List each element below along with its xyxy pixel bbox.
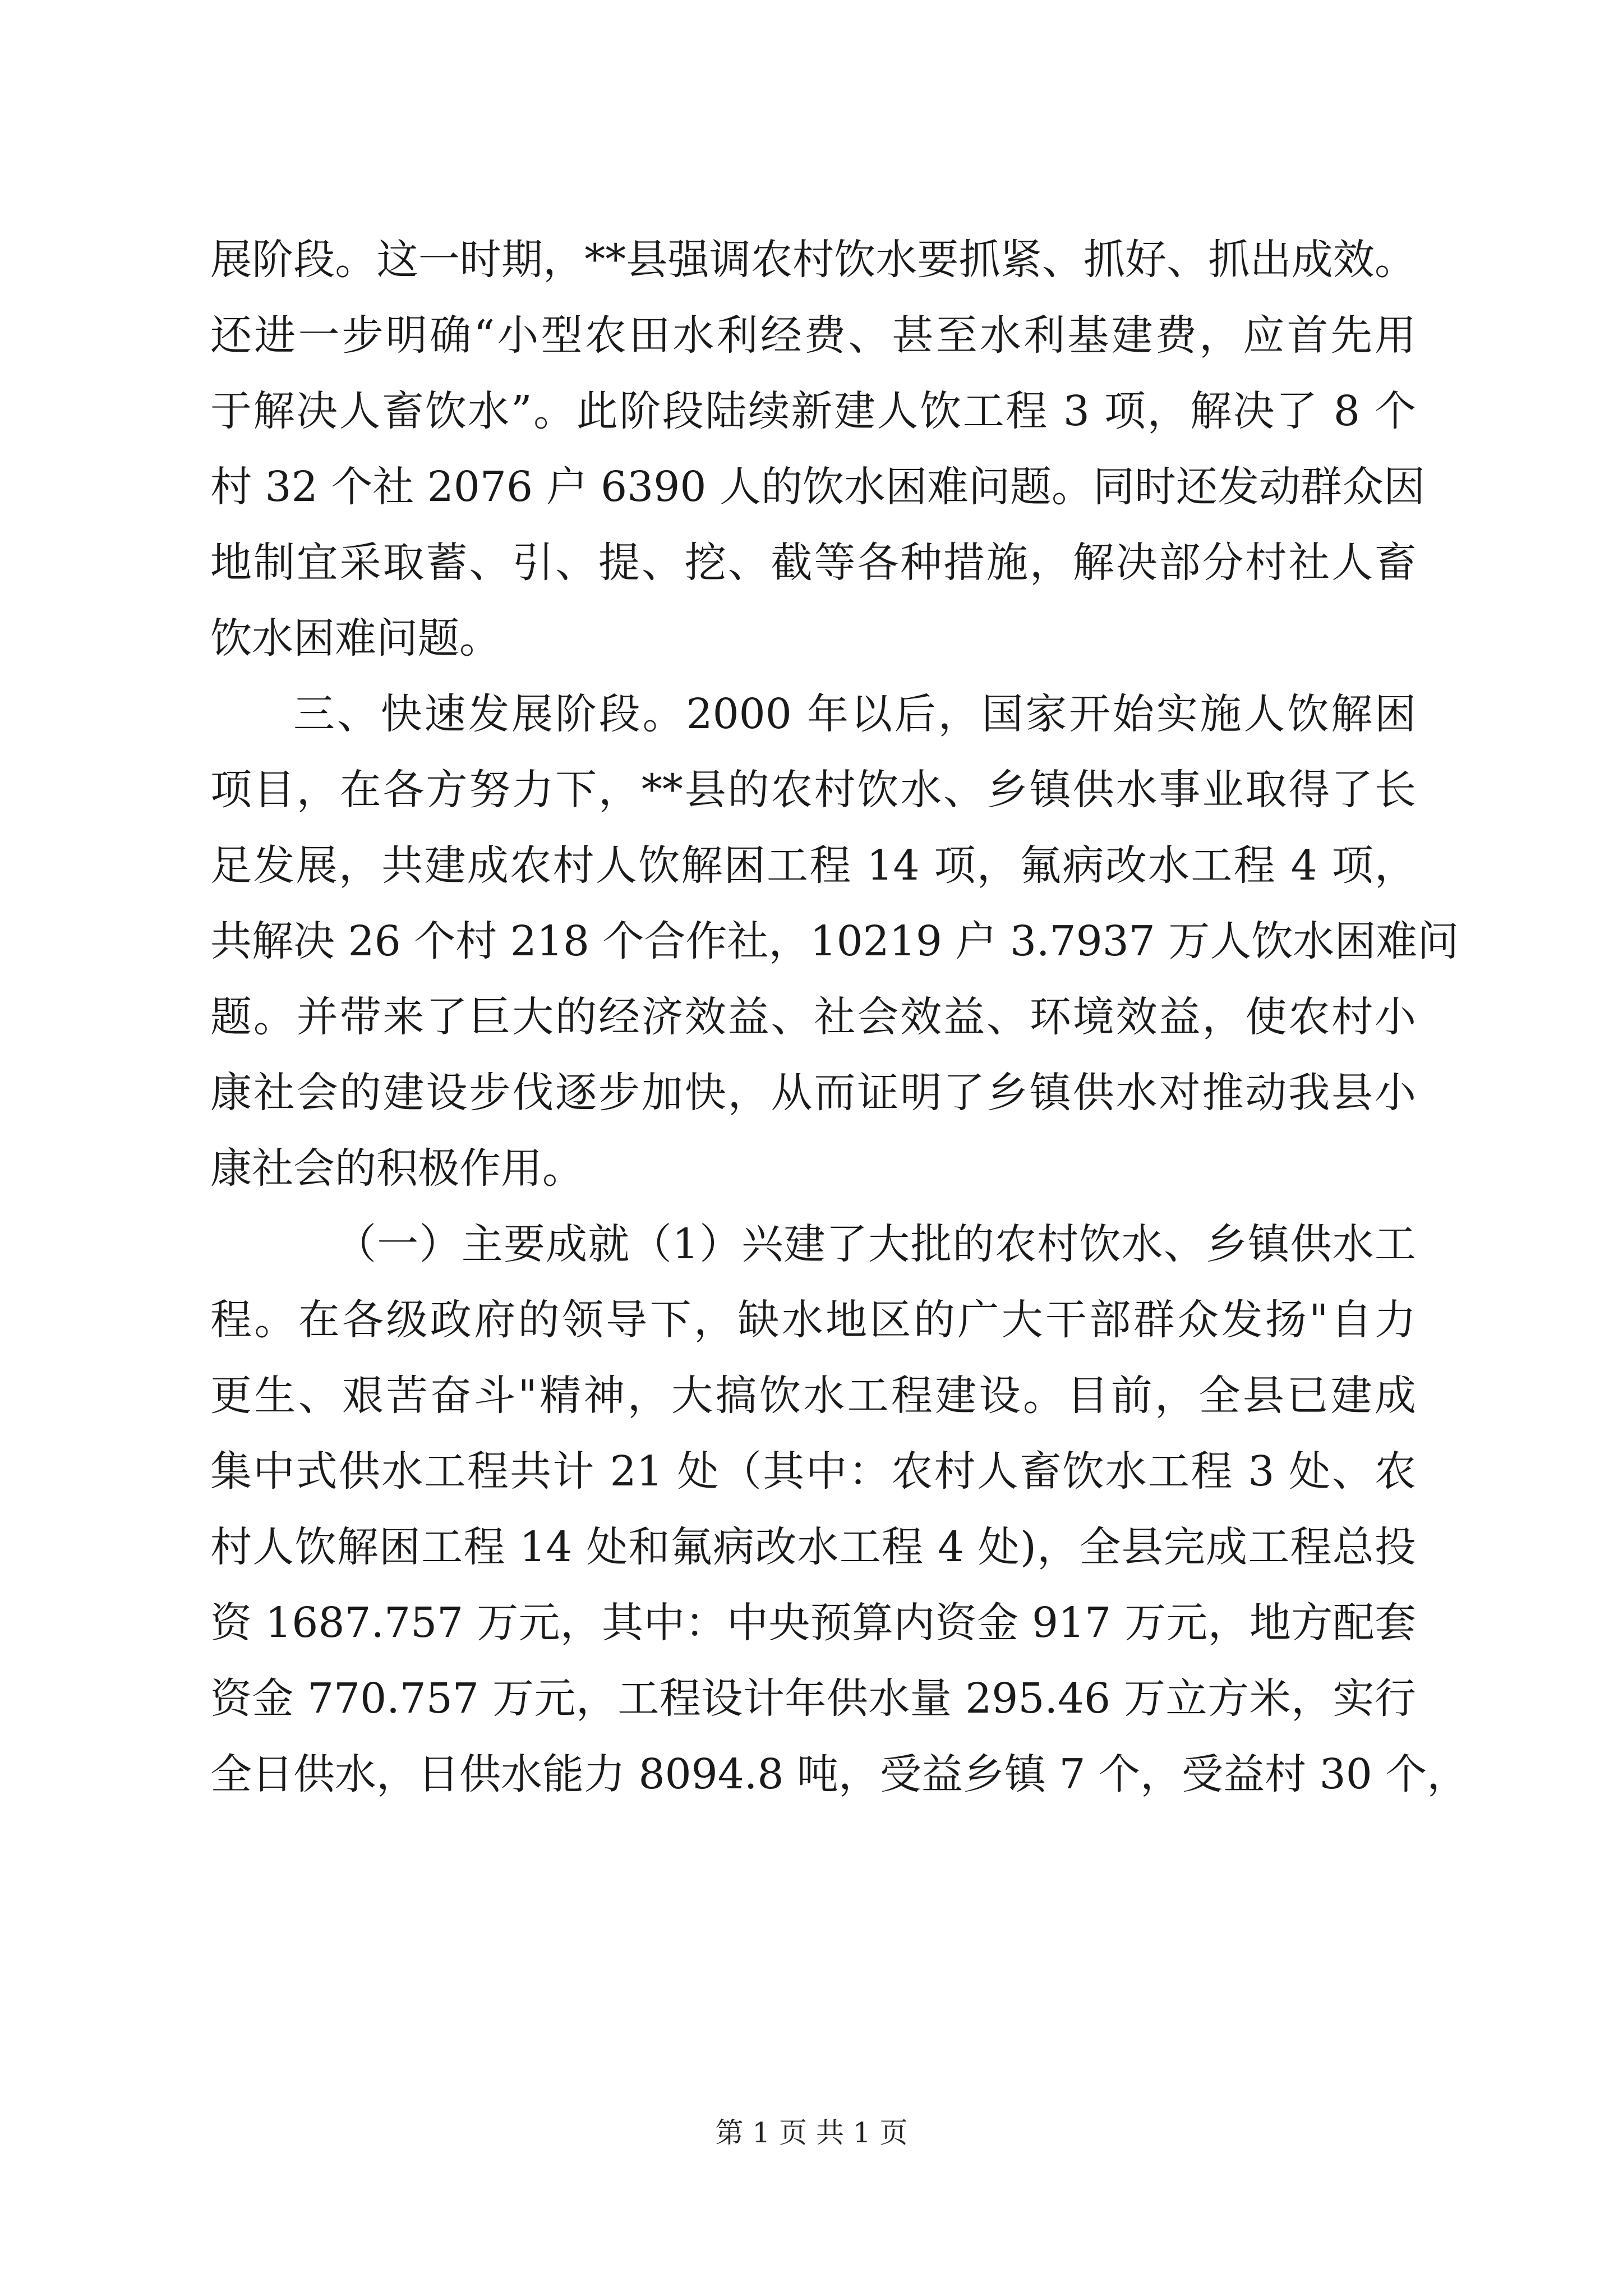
text-line: 三、快速发展阶段。2000 年以后，国家开始实施人饮解困 bbox=[293, 690, 1416, 738]
text-line: 康社会的积极作用。 bbox=[210, 1144, 584, 1193]
text-line: 村人饮解困工程 14 处和氟病改水工程 4 处)，全县完成工程总投 bbox=[210, 1523, 1416, 1571]
text-line: 资 1687.757 万元，其中：中央预算内资金 917 万元，地方配套 bbox=[210, 1599, 1416, 1647]
text-line: 足发展，共建成农村人饮解困工程 14 项，氟病改水工程 4 项， bbox=[210, 841, 1416, 890]
text-line: 共解决 26 个村 218 个合作社，10219 户 3.7937 万人饮水困难问 bbox=[210, 917, 1459, 965]
text-line: 展阶段。这一时期，**县强调农村饮水要抓紧、抓好、抓出成效。 bbox=[210, 236, 1416, 284]
text-line: （一）主要成就（1）兴建了大批的农村饮水、乡镇供水工 bbox=[335, 1220, 1416, 1268]
text-line: 康社会的建设步伐逐步加快，从而证明了乡镇供水对推动我县小 bbox=[210, 1069, 1416, 1117]
text-line: 项目，在各方努力下，**县的农村饮水、乡镇供水事业取得了长 bbox=[210, 766, 1416, 814]
text-line: 全日供水，日供水能力 8094.8 吨，受益乡镇 7 个，受益村 30 个， bbox=[210, 1750, 1469, 1798]
text-line: 更生、艰苦奋斗"精神，大搞饮水工程建设。目前，全县已建成 bbox=[210, 1372, 1416, 1420]
text-line: 题。并带来了巨大的经济效益、社会效益、环境效益，使农村小 bbox=[210, 993, 1416, 1041]
text-line: 饮水困难问题。 bbox=[210, 614, 501, 662]
text-line: 地制宜采取蓄、引、提、挖、截等各种措施，解决部分村社人畜 bbox=[210, 539, 1416, 587]
document-body bbox=[210, 222, 1469, 1812]
text-line: 程。在各级政府的领导下，缺水地区的广大干部群众发扬"自力 bbox=[210, 1296, 1416, 1344]
page-footer: 第 1 页 共 1 页 bbox=[715, 2116, 908, 2149]
text-line: 村 32 个社 2076 户 6390 人的饮水困难问题。同时还发动群众因 bbox=[210, 463, 1425, 511]
text-line: 资金 770.757 万元，工程设计年供水量 295.46 万立方米，实行 bbox=[210, 1674, 1416, 1723]
text-line: 集中式供水工程共计 21 处（其中：农村人畜饮水工程 3 处、农 bbox=[210, 1447, 1416, 1496]
text-line: 还进一步明确“小型农田水利经费、甚至水利基建费，应首先用 bbox=[210, 311, 1416, 360]
text-line: 于解决人畜饮水”。此阶段陆续新建人饮工程 3 项，解决了 8 个 bbox=[210, 387, 1416, 435]
